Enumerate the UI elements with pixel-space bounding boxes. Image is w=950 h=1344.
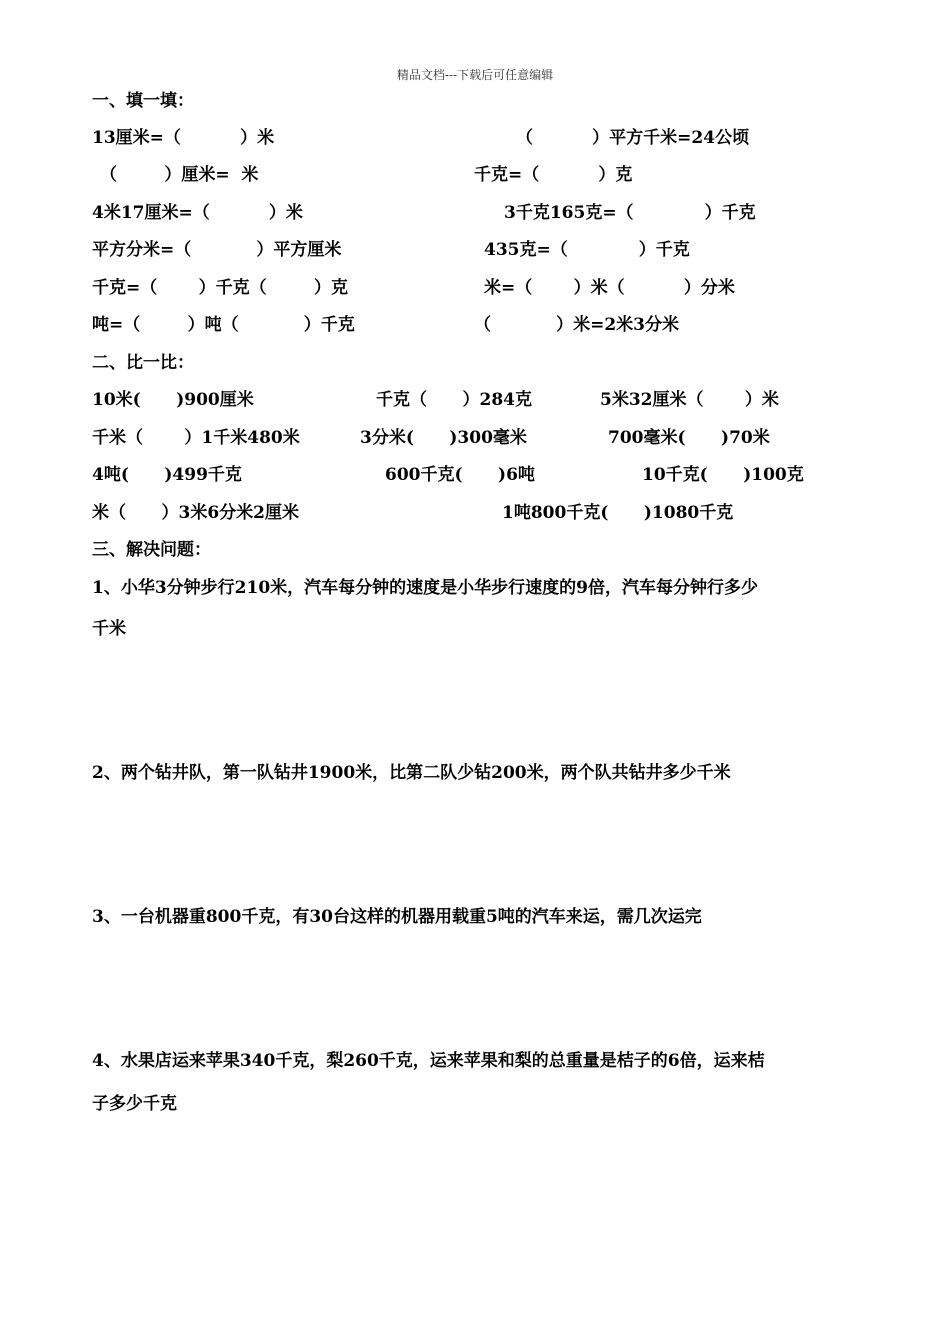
problem-4-line-2: 子多少千克 [92, 1094, 177, 1114]
fill-item: 435克=（ ）千克 [484, 240, 690, 260]
fill-item: （ ）米=2米3分米 [474, 315, 680, 335]
problem-4-line-1: 4、水果店运来苹果340千克，梨260千克，运来苹果和梨的总重量是桔子的6倍，运来桔 [92, 1051, 765, 1071]
compare-item: 700毫米( )70米 [608, 428, 770, 448]
compare-item: 10千克( )100克 [642, 465, 804, 485]
compare-item: 5米32厘米（ ）米 [600, 390, 779, 410]
fill-item: 吨=（ ）吨（ ）千克 [92, 315, 355, 335]
compare-item: 千克（ ）284克 [376, 390, 532, 410]
fill-item: 3千克165克=（ ）千克 [504, 203, 756, 223]
compare-item: 600千克( )6吨 [385, 465, 535, 485]
fill-item: 千克=（ ）千克（ ）克 [92, 278, 349, 298]
compare-item: 4吨( )499千克 [92, 465, 242, 485]
section-heading-problems: 三、解决问题： [92, 540, 211, 560]
compare-item: 3分米( )300毫米 [360, 428, 527, 448]
fill-item: （ ）平方千米=24公顷 [516, 128, 750, 148]
problem-3: 3、一台机器重800千克，有30台这样的机器用载重5吨的汽车来运，需几次运完 [92, 907, 702, 927]
fill-item: 平方分米=（ ）平方厘米 [92, 240, 342, 260]
fill-item: （ ）厘米= 米 [100, 165, 259, 185]
fill-item: 4米17厘米=（ ）米 [92, 203, 303, 223]
problem-1-line-2: 千米 [92, 619, 126, 639]
problem-1-line-1: 1、小华3分钟步行210米，汽车每分钟的速度是小华步行速度的9倍，汽车每分钟行多少 [92, 578, 758, 598]
page-header: 精品文档---下载后可任意编辑 [396, 68, 554, 82]
section-heading-compare: 二、比一比： [92, 353, 194, 373]
fill-item: 米=（ ）米（ ）分米 [484, 278, 735, 298]
compare-item: 千米（ ）1千米480米 [92, 428, 300, 448]
compare-item: 10米( )900厘米 [92, 390, 254, 410]
problem-2: 2、两个钻井队，第一队钻井1900米，比第二队少钻200米，两个队共钻井多少千米 [92, 763, 731, 783]
fill-item: 千克=（ ）克 [474, 165, 633, 185]
compare-item: 米（ ）3米6分米2厘米 [92, 503, 299, 523]
section-heading-fill: 一、填一填： [92, 91, 194, 111]
compare-item: 1吨800千克( )1080千克 [502, 503, 734, 523]
fill-item: 13厘米=（ ）米 [92, 128, 275, 148]
